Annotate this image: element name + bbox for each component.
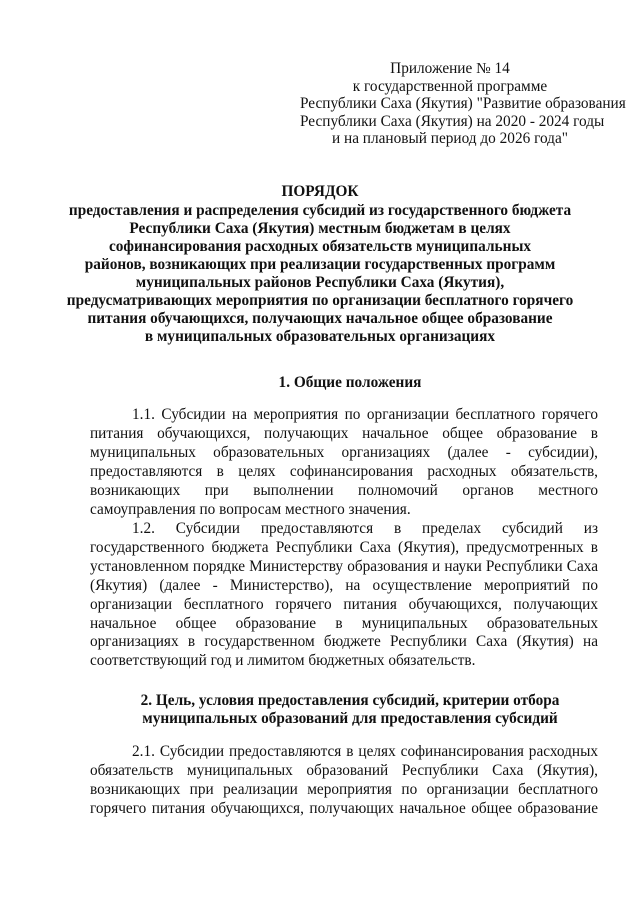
paragraph-1-1: 1.1. Субсидии на мероприятия по организации бесплатного горячего питания обучающихся, получающих начальное общее образование в муниципальных образовательных организациях (далее - субсидии), предоставляются в целях софинансирования расходных обязательств, возникающих при выполнении полномочий органов местного самоуправления по вопросам местного значения. xyxy=(90,406,598,518)
title-line: питания обучающихся, получающих начальное общее образование xyxy=(87,310,553,327)
title-line: софинансирования расходных обязательств муниципальных xyxy=(108,238,532,255)
appendix-line: Республики Саха (Якутия) "Развитие образования xyxy=(300,95,626,112)
document-title xyxy=(60,183,580,346)
title-line: районов, возникающих при реализации государственных программ xyxy=(84,256,556,273)
appendix-line: к государственной программе xyxy=(352,77,548,95)
title-line: в муниципальных образовательных организациях xyxy=(144,328,496,345)
title-line: предоставления и распределения субсидий из государственного бюджета xyxy=(68,202,572,219)
title-line: предусматривающих мероприятия по организации бесплатного горячего xyxy=(66,292,574,309)
section-2-heading: 2. Цель, условия предоставления субсидий, критерии отбора муниципальных образований для предоставления субсидий xyxy=(140,692,560,727)
appendix-line: Приложение № 14 xyxy=(390,60,510,77)
appendix-line: и на плановый период до 2026 года" xyxy=(332,130,568,147)
title-main: ПОРЯДОК xyxy=(281,183,359,200)
paragraph-1-2: 1.2. Субсидии предоставляются в пределах субсидий из государственного бюджета Республики Саха (Якутия), предусмотренных в установленном порядке Министерству образования и науки Республики Саха (Якутия) (далее - Министерство), на осуществление мероприятий по организации бесплатного горячего питания обучающихся, получающих начальное общее образование в муниципальных образовательных организациях в государственном бюджете Республики Саха (Якутия) на соответствующий год и лимитом бюджетных обязательств. xyxy=(90,520,598,670)
paragraph-2-1: 2.1. Субсидии предоставляются в целях софинансирования расходных обязательств муниципальных образований Республики Саха (Якутия), возникающих при реализации мероприятия по организации бесплатного горячего питания обучающихся, получающих начальное общее образование xyxy=(90,743,598,817)
title-line: муниципальных районов Республики Саха (Якутия), xyxy=(135,274,505,291)
title-line: Республики Саха (Якутия) местным бюджетам в целях xyxy=(129,220,511,237)
appendix-header xyxy=(300,60,626,148)
section-1-heading: 1. Общие положения xyxy=(278,374,422,391)
appendix-line: Республики Саха (Якутия) на 2020 - 2024 годы xyxy=(300,112,605,130)
